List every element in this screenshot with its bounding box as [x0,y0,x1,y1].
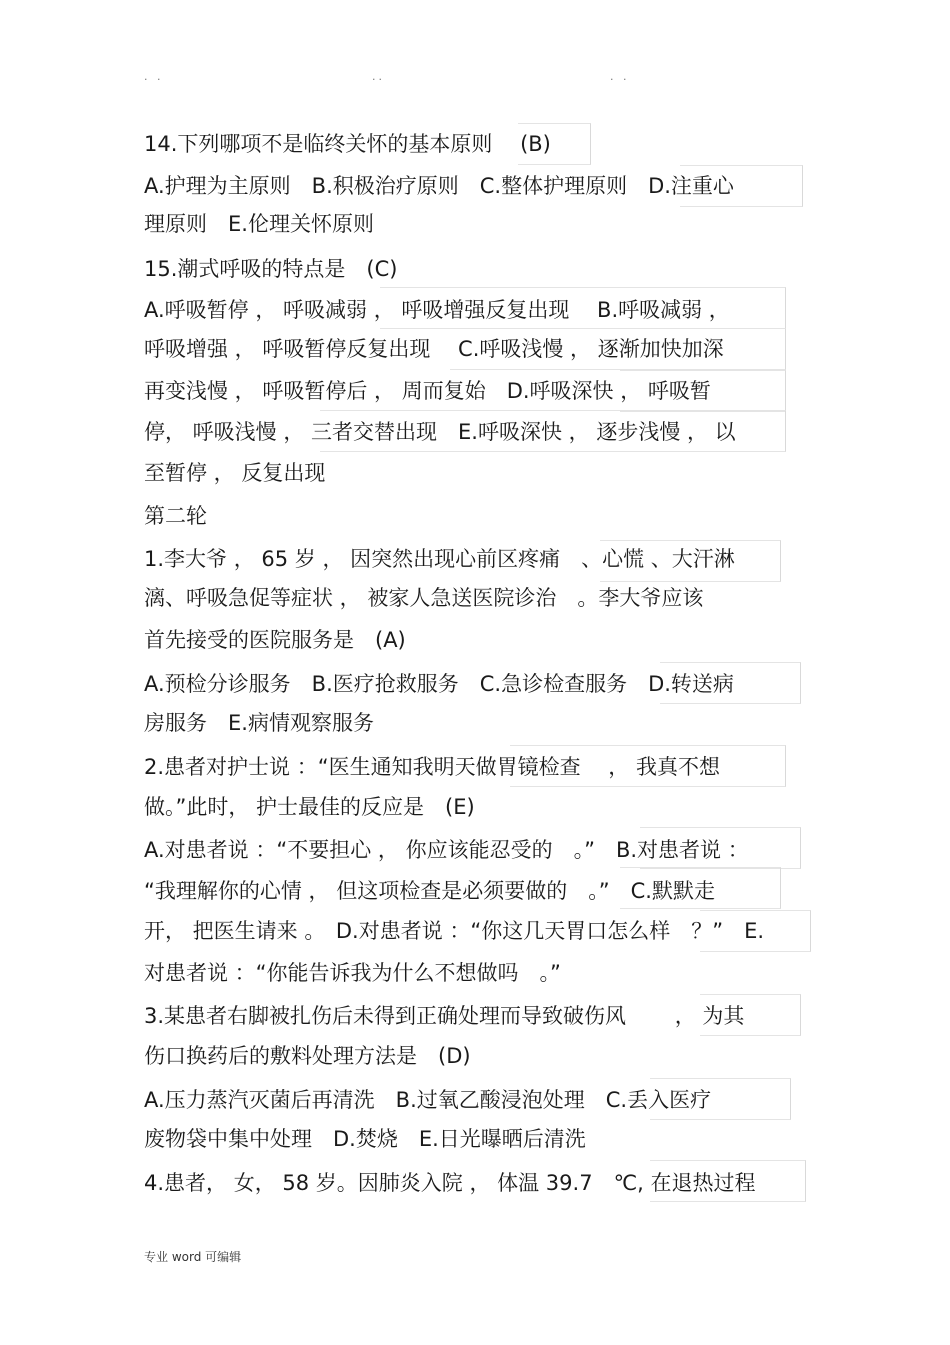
question-14-options-cont: 理原则 E.伦理关怀原则 [144,212,374,236]
question-3-options-cont: 废物袋中集中处理 D.焚烧 E.日光曝晒后清洗 [144,1127,586,1151]
question-1-options: A.预检分诊服务 B.医疗抢救服务 C.急诊检查服务 D.转送病 [144,672,734,696]
question-3-options: A.压力蒸汽灭菌后再清洗 B.过氧乙酸浸泡处理 C.丢入医疗 [144,1088,712,1112]
header-dots-middle: .. [372,70,385,83]
question-2-options-cont: 对患者说 ：“你能告诉我为什么不想做吗 。” [144,961,561,985]
question-4: 4.患者， 女， 58 岁。因肺炎入院 ， 体温 39.7 ℃, 在退热过程 [144,1171,756,1195]
question-15: 15.潮式呼吸的特点是 (C) [144,257,398,281]
question-2-options-cont: “我理解你的心情 ， 但这项检查是必须要做的 。” C.默默走 [144,879,715,903]
question-3: 3.某患者右脚被扎伤后未得到正确处理而导致破伤风 ， 为其 [144,1004,745,1028]
header-dots-right: . . [610,70,630,83]
question-2-cont: 做。”此时， 护士最佳的反应是 (E) [144,795,475,819]
question-2-options-cont: 开， 把医生请来 。 D.对患者说 ：“你这几天胃口怎么样 ？” E. [144,919,765,943]
question-15-options-cont: 再变浅慢 ， 呼吸暂停后 ， 周而复始 D.呼吸深快 ， 呼吸暂 [144,379,711,403]
question-2-options: A.对患者说 ：“不要担心 ， 你应该能忍受的 。” B.对患者说 ： [144,838,749,862]
question-15-options-cont: 停， 呼吸浅慢 ， 三者交替出现 E.呼吸深快 ， 逐步浅慢 ， 以 [144,420,736,444]
question-14: 14.下列哪项不是临终关怀的基本原则 (B) [144,132,551,156]
question-2: 2.患者对护士说 ：“医生通知我明天做胃镜检查 ， 我真不想 [144,755,720,779]
section-heading: 第二轮 [144,504,207,528]
question-15-options-cont: 呼吸增强 ， 呼吸暂停反复出现 C.呼吸浅慢 ， 逐渐加快加深 [144,337,724,361]
question-15-options-cont: 至暂停 ， 反复出现 [144,461,326,485]
question-15-options: A.呼吸暂停 ， 呼吸减弱 ， 呼吸增强反复出现 B.呼吸减弱 ， [144,298,730,322]
question-1-cont: 首先接受的医院服务是 (A) [144,628,406,652]
header-dots-left: . . [144,70,164,83]
question-1-options-cont: 房服务 E.病情观察服务 [144,711,374,735]
question-1-cont: 漓、呼吸急促等症状 ， 被家人急送医院诊治 。李大爷应该 [144,586,704,610]
question-14-options: A.护理为主原则 B.积极治疗原则 C.整体护理原则 D.注重心 [144,174,734,198]
page-footer: 专业 word 可编辑 [144,1250,242,1264]
question-3-cont: 伤口换药后的敷料处理方法是 (D) [144,1044,471,1068]
question-1: 1.李大爷 ， 65 岁 ， 因突然出现心前区疼痛 、心慌 、大汗淋 [144,547,735,571]
